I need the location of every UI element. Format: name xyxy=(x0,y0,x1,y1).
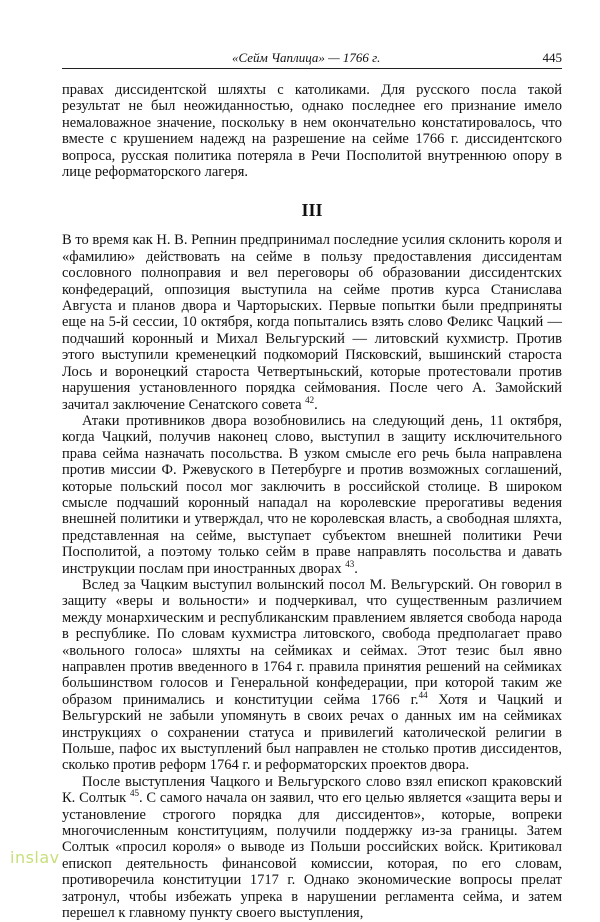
running-title: «Сейм Чаплица» — 1766 г. xyxy=(232,50,381,65)
paragraph-1 xyxy=(62,232,562,412)
paragraph-tail: . xyxy=(354,560,358,577)
footnote-ref[interactable]: 45 xyxy=(130,788,139,799)
paragraph-tail: . xyxy=(314,396,318,413)
page-body xyxy=(62,82,562,922)
header-rule xyxy=(62,68,562,69)
section-number: III xyxy=(301,200,323,221)
watermark: inslav xyxy=(10,848,60,867)
paragraph-2 xyxy=(62,413,562,577)
footnote-ref[interactable]: 43 xyxy=(345,558,355,569)
paragraph-4 xyxy=(62,774,562,922)
page-number: 445 xyxy=(542,50,562,65)
paragraph-text: В то время как Н. В. Репнин предпринимал последние усилия склонить короля и «фамилию» действовать на сейме в пользу предоставления диссидентам сословного полноправия и вел переговоры об образовании диссидентских конфедераций, оппозиция выступила на сейме против курса Станислава Августа и планов двора и Чарторыских. Первые попытки были предприняты еще на 5-й сессии, 10 октября, когда попытались взять слово Феликс Чацкий — подчаший коронный и Михал Вельгурский — литовский кухмистр. Против этого выступили кременецкий подкоморий Пясковский, вышинский староста Лось и воронецкий староста Четвертыньский, которые протестовали против нарушения установленного порядка сеймования. После чего А. Замойский зачитал заключение Сенатского совета xyxy=(62,232,562,413)
footnote-ref[interactable]: 42 xyxy=(305,394,315,405)
paragraph-3 xyxy=(62,577,562,774)
intro-paragraph: правах диссидентской шляхты с католиками. Для русского посла такой результат не был неожиданностью, однако последнее его признание имело немаловажное значение, поскольку в нем окончательно констатировалось, что вместе с крушением надежд на разрешение на сейме 1766 г. диссидентского вопроса, русская политика потеряла в Речи Посполитой внутреннюю опору в лице реформаторского лагеря. xyxy=(62,82,562,181)
footnote-ref[interactable]: 44 xyxy=(418,689,428,700)
paragraph-text: Атаки противников двора возобновились на следующий день, 11 октября, когда Чацкий, получив наконец слово, выступил в защиту исключительного права сейма назначать посольства. В узком смысле его речь была направлена против миссии Ф. Ржевуского в Петербурге и против возможных соглашений, которые польский посол мог заключить в российской столице. В широком смысле подчаший коронный нападал на королевские прерогативы ведения внешней политики и утверждал, что не королевская власть, а свободная шляхта, представленная на сейме, выступает субъектом внешней политики Речи Посполитой, а поэтому только сейм в праве направлять посольства и давать инструкции послам при иностранных дворах xyxy=(62,412,562,577)
paragraph-text: Вслед за Чацким выступил волынский посол М. Вельгурский. Он говорил в защиту «веры и вольности» и подчеркивал, что существенным различием между монархическим и республиканским правлением является свобода народа в республике. По словам кухмистра литовского, свобода предполагает право «вольного голоса» шляхты на сеймиках и сеймах. Этот тезис был явно направлен против введенного в 1764 г. правила принятия решений на сеймиках большинством голосов и Генеральной конфедерации, при которой таким же образом принимались и конституции сейма 1766 г. xyxy=(62,576,562,708)
paragraph-tail: . С самого начала он заявил, что его целью является «защита веры и установление строгого порядка для диссидентов», которые, вопреки многочисленным конституциям, получили поддержку из-за границы. Затем Солтык «просил короля» о выводе из Польши российских войск. Критиковал епископ деятельность финансовой комиссии, которая, по его словам, противоречила конституции 1717 г. Однако экономические вопросы прелат затронул, чтобы избежать упрека в нарушении регламента сейма, и затем перешел к главному пункту своего выступления, xyxy=(62,790,563,922)
paragraph-text: После выступления Чацкого и Вельгурского слово взял епископ краковский К. Солтык xyxy=(62,773,562,807)
paragraph-tail: Хотя и Чацкий и Вельгурский не забыли упомянуть в своих речах о данных им на сеймиках инструкциях о сохранении статуса и привилегий католической религии в Польше, пафос их выступлений был направлен не столько против диссидентов, сколько против реформ 1764 г. и реформаторских проектов двора. xyxy=(62,691,562,774)
